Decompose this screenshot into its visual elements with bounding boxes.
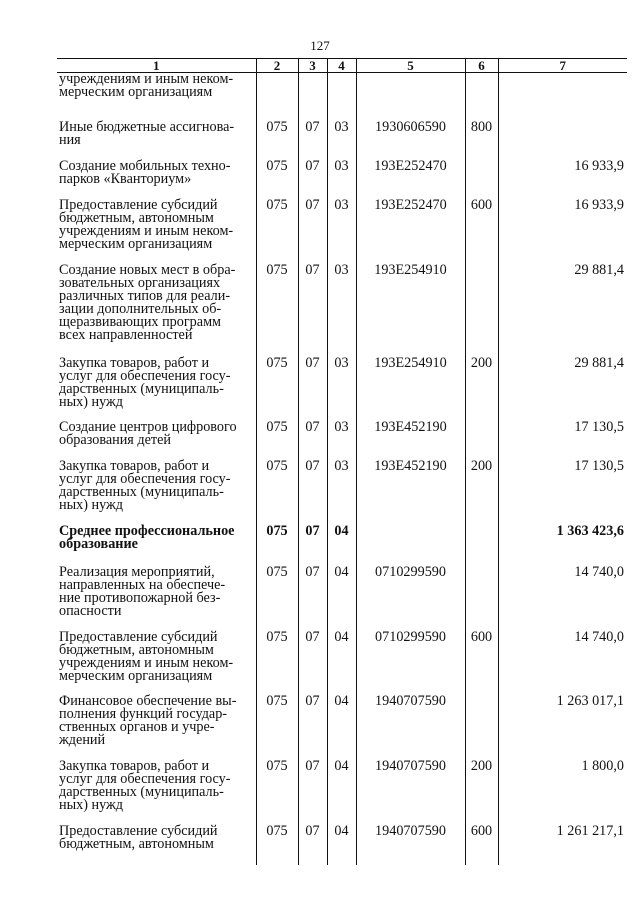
section-code-cell: 07 bbox=[298, 695, 327, 760]
subsection-code-cell: 04 bbox=[327, 566, 356, 631]
expense-type-cell bbox=[465, 566, 498, 631]
subsection-code-cell: 04 bbox=[327, 825, 356, 865]
section-code-cell: 07 bbox=[298, 199, 327, 264]
item-name-cell: Закупка товаров, работ и услуг для обеспечения госу- дарственных (муниципаль- ных) нужд bbox=[59, 457, 231, 513]
expense-type-cell: 200 bbox=[465, 760, 498, 825]
table-row bbox=[57, 695, 627, 760]
section-code-cell: 07 bbox=[298, 825, 327, 865]
table-row bbox=[57, 264, 627, 357]
item-name-cell: Создание мобильных техно- парков «Кванториум» bbox=[59, 157, 231, 187]
amount-cell: 1 261 217,1 bbox=[498, 825, 627, 865]
subsection-code-cell: 03 bbox=[327, 199, 356, 264]
ministry-code-cell: 075 bbox=[256, 460, 298, 525]
expense-type-cell: 600 bbox=[465, 631, 498, 695]
ministry-code-cell: 075 bbox=[256, 760, 298, 825]
table-body bbox=[57, 73, 627, 865]
section-code-cell: 07 bbox=[298, 357, 327, 421]
expense-type-cell: 600 bbox=[465, 199, 498, 264]
header-cell: 6 bbox=[465, 59, 498, 73]
target-article-cell: 193E452190 bbox=[356, 460, 465, 525]
table-row bbox=[57, 631, 627, 695]
ministry-code-cell: 075 bbox=[256, 160, 298, 199]
target-article-cell: 1930606590 bbox=[356, 121, 465, 160]
table-row bbox=[57, 357, 627, 421]
expense-type-cell bbox=[465, 264, 498, 357]
ministry-code-cell: 075 bbox=[256, 121, 298, 160]
target-article-cell bbox=[356, 525, 465, 566]
item-name-cell: Предоставление субсидий бюджетным, автономным учреждениям и иным неком- мерческим организациям bbox=[59, 196, 234, 252]
subsection-code-cell: 03 bbox=[327, 264, 356, 357]
section-code-cell: 07 bbox=[298, 760, 327, 825]
item-name-cell: Закупка товаров, работ и услуг для обеспечения госу- дарственных (муниципаль- ных) нужд bbox=[59, 757, 231, 813]
amount-cell: 1 363 423,6 bbox=[498, 525, 627, 566]
target-article-cell: 193E252470 bbox=[356, 199, 465, 264]
expense-type-cell bbox=[465, 695, 498, 760]
expense-type-cell: 800 bbox=[465, 121, 498, 160]
subsection-code-cell: 04 bbox=[327, 525, 356, 566]
table-row bbox=[57, 121, 627, 160]
section-code-cell: 07 bbox=[298, 264, 327, 357]
budget-table bbox=[57, 58, 627, 865]
target-article-cell bbox=[356, 73, 465, 121]
target-article-cell: 193E254910 bbox=[356, 264, 465, 357]
header-cell: 1 bbox=[57, 59, 256, 73]
ministry-code-cell: 075 bbox=[256, 695, 298, 760]
target-article-cell: 193E452190 bbox=[356, 421, 465, 460]
page-number: 127 bbox=[310, 38, 330, 53]
expense-type-cell bbox=[465, 525, 498, 566]
target-article-cell: 0710299590 bbox=[356, 566, 465, 631]
section-code-cell: 07 bbox=[298, 460, 327, 525]
table-row bbox=[57, 525, 627, 566]
table-row bbox=[57, 760, 627, 825]
subsection-code-cell: 03 bbox=[327, 357, 356, 421]
item-name-cell: Предоставление субсидий бюджетным, автономным учреждениям и иным неком- мерческим организациям bbox=[59, 628, 234, 684]
amount-cell: 17 130,5 bbox=[498, 460, 627, 525]
subsection-code-cell: 03 bbox=[327, 421, 356, 460]
expense-type-cell bbox=[465, 421, 498, 460]
section-code-cell: 07 bbox=[298, 566, 327, 631]
amount-cell: 29 881,4 bbox=[498, 264, 627, 357]
amount-cell bbox=[498, 73, 627, 121]
target-article-cell: 1940707590 bbox=[356, 695, 465, 760]
ministry-code-cell: 075 bbox=[256, 825, 298, 865]
subsection-code-cell: 04 bbox=[327, 695, 356, 760]
ministry-code-cell: 075 bbox=[256, 421, 298, 460]
item-name-cell: Создание центров цифрового образования детей bbox=[59, 418, 237, 448]
item-name-cell: Предоставление субсидий бюджетным, автономным bbox=[59, 822, 218, 852]
header-cell: 4 bbox=[327, 59, 356, 73]
amount-cell: 29 881,4 bbox=[498, 357, 627, 421]
section-code-cell bbox=[298, 73, 327, 121]
item-name-cell: Создание новых мест в обра- зовательных организациях различных типов для реали- зации дополнительных об- щеразвивающих программ всех направленностей bbox=[59, 261, 236, 343]
table-row bbox=[57, 199, 627, 264]
ministry-code-cell: 075 bbox=[256, 525, 298, 566]
table-row bbox=[57, 825, 627, 865]
amount-cell: 17 130,5 bbox=[498, 421, 627, 460]
amount-cell: 16 933,9 bbox=[498, 160, 627, 199]
target-article-cell: 193E252470 bbox=[356, 160, 465, 199]
expense-type-cell bbox=[465, 160, 498, 199]
subsection-code-cell: 03 bbox=[327, 121, 356, 160]
amount-cell bbox=[498, 121, 627, 160]
expense-type-cell bbox=[465, 73, 498, 121]
table-row bbox=[57, 160, 627, 199]
amount-cell: 14 740,0 bbox=[498, 631, 627, 695]
section-code-cell: 07 bbox=[298, 631, 327, 695]
subsection-code-cell: 04 bbox=[327, 760, 356, 825]
ministry-code-cell: 075 bbox=[256, 631, 298, 695]
section-code-cell: 07 bbox=[298, 421, 327, 460]
ministry-code-cell: 075 bbox=[256, 264, 298, 357]
section-code-cell: 07 bbox=[298, 525, 327, 566]
expense-type-cell: 200 bbox=[465, 460, 498, 525]
amount-cell: 1 800,0 bbox=[498, 760, 627, 825]
header-cell: 5 bbox=[356, 59, 465, 73]
amount-cell: 1 263 017,1 bbox=[498, 695, 627, 760]
ministry-code-cell: 075 bbox=[256, 357, 298, 421]
table-row bbox=[57, 73, 627, 121]
subsection-code-cell: 04 bbox=[327, 631, 356, 695]
header-cell: 2 bbox=[256, 59, 298, 73]
target-article-cell: 1940707590 bbox=[356, 760, 465, 825]
item-name-cell: учреждениям и иным неком- мерческим организациям bbox=[59, 71, 234, 100]
item-name-cell: Реализация мероприятий, направленных на обеспече- ние противопожарной без- опасности bbox=[59, 563, 226, 619]
ministry-code-cell: 075 bbox=[256, 199, 298, 264]
amount-cell: 16 933,9 bbox=[498, 199, 627, 264]
item-name-cell: Финансовое обеспечение вы- полнения функций государ- ственных органов и учре- ждений bbox=[59, 692, 237, 748]
subsection-code-cell bbox=[327, 73, 356, 121]
item-name-cell: Среднее профессиональное образование bbox=[59, 522, 235, 552]
item-name-cell: Иные бюджетные ассигнова- ния bbox=[59, 118, 235, 148]
item-name-cell: Закупка товаров, работ и услуг для обеспечения госу- дарственных (муниципаль- ных) нужд bbox=[59, 354, 231, 410]
header-cell: 7 bbox=[498, 59, 627, 73]
ministry-code-cell bbox=[256, 73, 298, 121]
table-row bbox=[57, 421, 627, 460]
subsection-code-cell: 03 bbox=[327, 460, 356, 525]
ministry-code-cell: 075 bbox=[256, 566, 298, 631]
subsection-code-cell: 03 bbox=[327, 160, 356, 199]
target-article-cell: 0710299590 bbox=[356, 631, 465, 695]
table-row bbox=[57, 460, 627, 525]
expense-type-cell: 200 bbox=[465, 357, 498, 421]
target-article-cell: 1940707590 bbox=[356, 825, 465, 865]
section-code-cell: 07 bbox=[298, 160, 327, 199]
amount-cell: 14 740,0 bbox=[498, 566, 627, 631]
expense-type-cell: 600 bbox=[465, 825, 498, 865]
target-article-cell: 193E254910 bbox=[356, 357, 465, 421]
header-cell: 3 bbox=[298, 59, 327, 73]
section-code-cell: 07 bbox=[298, 121, 327, 160]
table-row bbox=[57, 566, 627, 631]
